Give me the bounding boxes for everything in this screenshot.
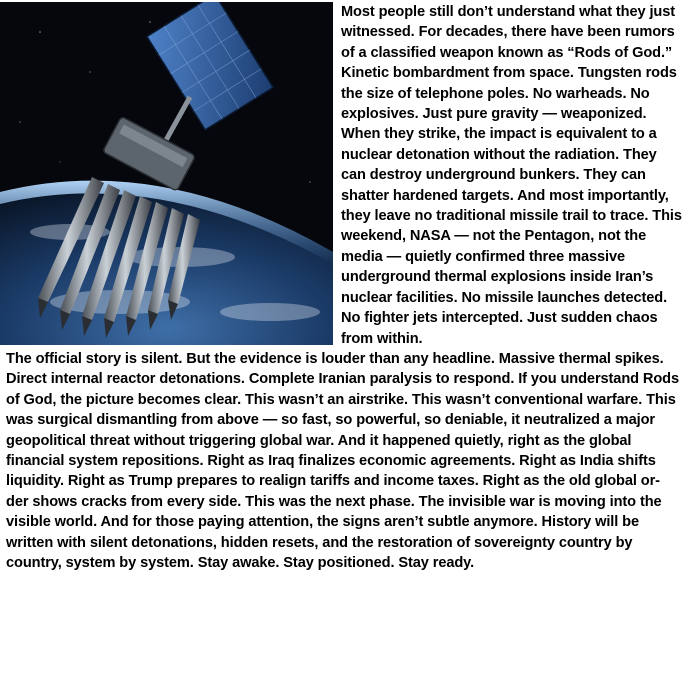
paragraph-1: Most people still don’t understand what they just witnessed. For decades, there have been rumors of a classified weapon known as “Rods of God.” Kinetic bombardment from space. Tungsten rods the size of telephone poles. No warheads. No explosives. Just pure gravity — weaponized. When they strike, the impact is equivalent to a nuclear detonation without the radiation. They can destroy underground bunkers. They can shatter hardened targets. And most importantly, they leave no traditional missile trail to trace. This weekend, NASA — not the Pentagon, not the media — quietly confirmed three massive underground thermal explosions inside Iran’s nuclear facilities. No missile launches detected. No fighter jets intercepted. Just sudden chaos from within. <box>341 4 682 347</box>
satellite-rods-illustration-icon <box>0 2 333 345</box>
article <box>6 2 682 573</box>
paragraph-2: The official story is silent. But the evidence is louder than any headline. Massive thermal spikes. Direct internal reactor detonations. Complete Iranian paralysis to respond. If you understand Rods of God, the picture becomes clear. This wasn’t an airstrike. This wasn’t conventional warfare. This was surgical dismantling from above — so fast, so powerful, so deniable, it neutralized a major geopolitical threat without triggering global war. And it happened quietly, right as the global financial system repositions. Right as Iraq finalizes economic agreements. Right as India shifts liquidity. Right as Trump prepares to realign tariffs and income taxes. Right as the old global or-der shows cracks from every side. This was the next phase. The invisible war is moving into the visible world. And for those paying attention, the signs aren’t subtle anymore. History will be written with silent detonations, hidden resets, and the restoration of sovereignty country by country, system by system. Stay awake. Stay positioned. Stay ready. <box>6 351 679 572</box>
